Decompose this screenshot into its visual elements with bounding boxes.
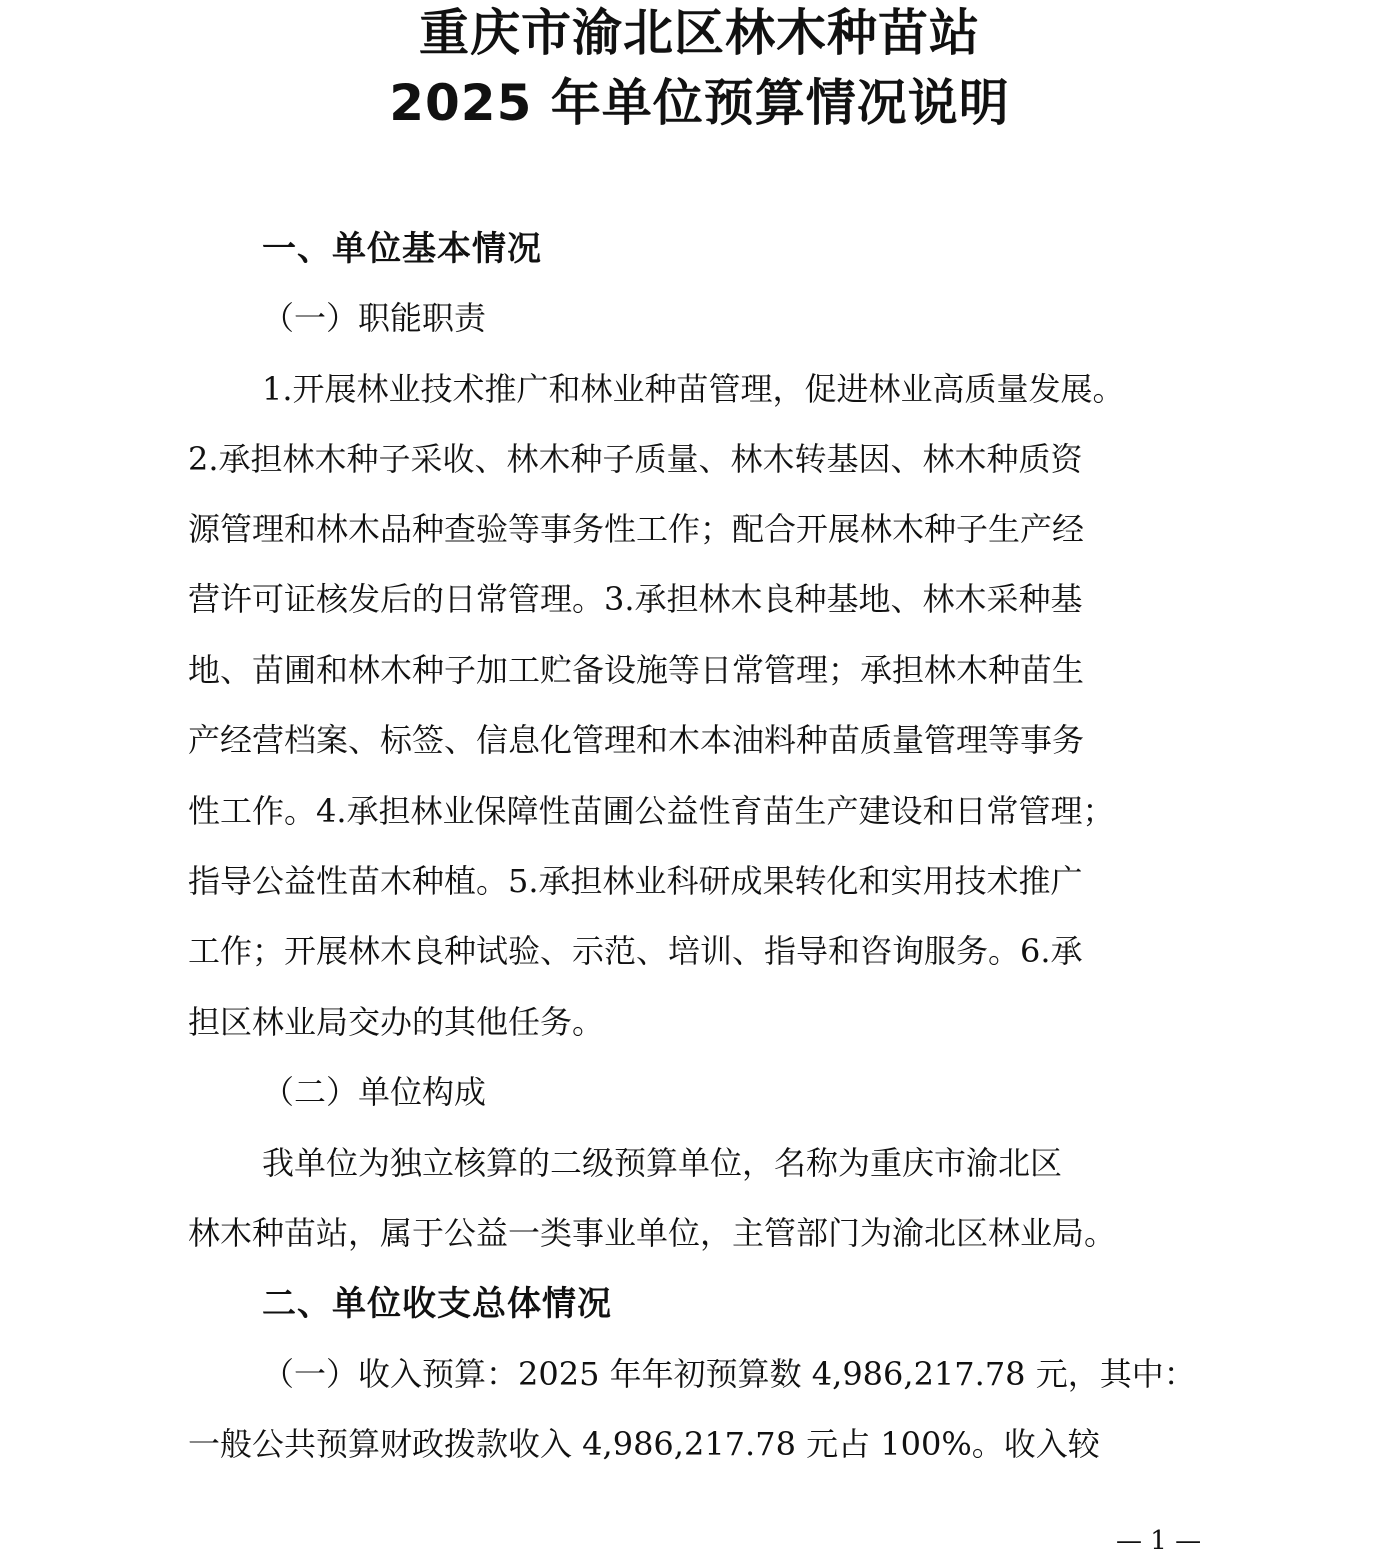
paragraph-line: 一般公共预算财政拨款收入 4,986,217.78 元占 100%。收入较 bbox=[188, 1425, 1100, 1463]
paragraph-line: 1.开展林业技术推广和林业种苗管理，促进林业高质量发展。 bbox=[262, 370, 1125, 408]
section-1-heading: 一、单位基本情况 bbox=[262, 229, 542, 269]
subsection-1-1-heading: （一）职能职责 bbox=[262, 299, 487, 337]
paragraph-line: 营许可证核发后的日常管理。3.承担林木良种基地、林木采种基 bbox=[188, 580, 1083, 618]
paragraph-line: 担区林业局交办的其他任务。 bbox=[188, 1003, 605, 1041]
paragraph-line: 地、苗圃和林木种子加工贮备设施等日常管理；承担林木种苗生 bbox=[188, 651, 1085, 689]
paragraph-line: 林木种苗站，属于公益一类事业单位，主管部门为渝北区林业局。 bbox=[188, 1214, 1117, 1252]
subsection-1-2-heading: （二）单位构成 bbox=[262, 1073, 487, 1111]
paragraph-line: 我单位为独立核算的二级预算单位，名称为重庆市渝北区 bbox=[262, 1144, 1063, 1182]
section-2-heading: 二、单位收支总体情况 bbox=[262, 1284, 612, 1324]
document-title-line-2: 2025 年单位预算情况说明 bbox=[389, 74, 1010, 132]
paragraph-line: 产经营档案、标签、信息化管理和木本油料种苗质量管理等事务 bbox=[188, 721, 1085, 759]
paragraph-line: 工作；开展林木良种试验、示范、培训、指导和咨询服务。6.承 bbox=[188, 932, 1083, 970]
page-number: — 1 — bbox=[1116, 1526, 1202, 1556]
paragraph-line: 源管理和林木品种查验等事务性工作；配合开展林木种子生产经 bbox=[188, 510, 1085, 548]
document-title-line-1: 重庆市渝北区林木种苗站 bbox=[419, 4, 980, 62]
paragraph-line: （一）收入预算：2025 年年初预算数 4,986,217.78 元，其中： bbox=[262, 1355, 1196, 1393]
paragraph-line: 2.承担林木种子采收、林木种子质量、林木转基因、林木种质资 bbox=[188, 440, 1083, 478]
paragraph-line: 指导公益性苗木种植。5.承担林业科研成果转化和实用技术推广 bbox=[188, 862, 1083, 900]
paragraph-line: 性工作。4.承担林业保障性苗圃公益性育苗生产建设和日常管理； bbox=[188, 792, 1115, 830]
